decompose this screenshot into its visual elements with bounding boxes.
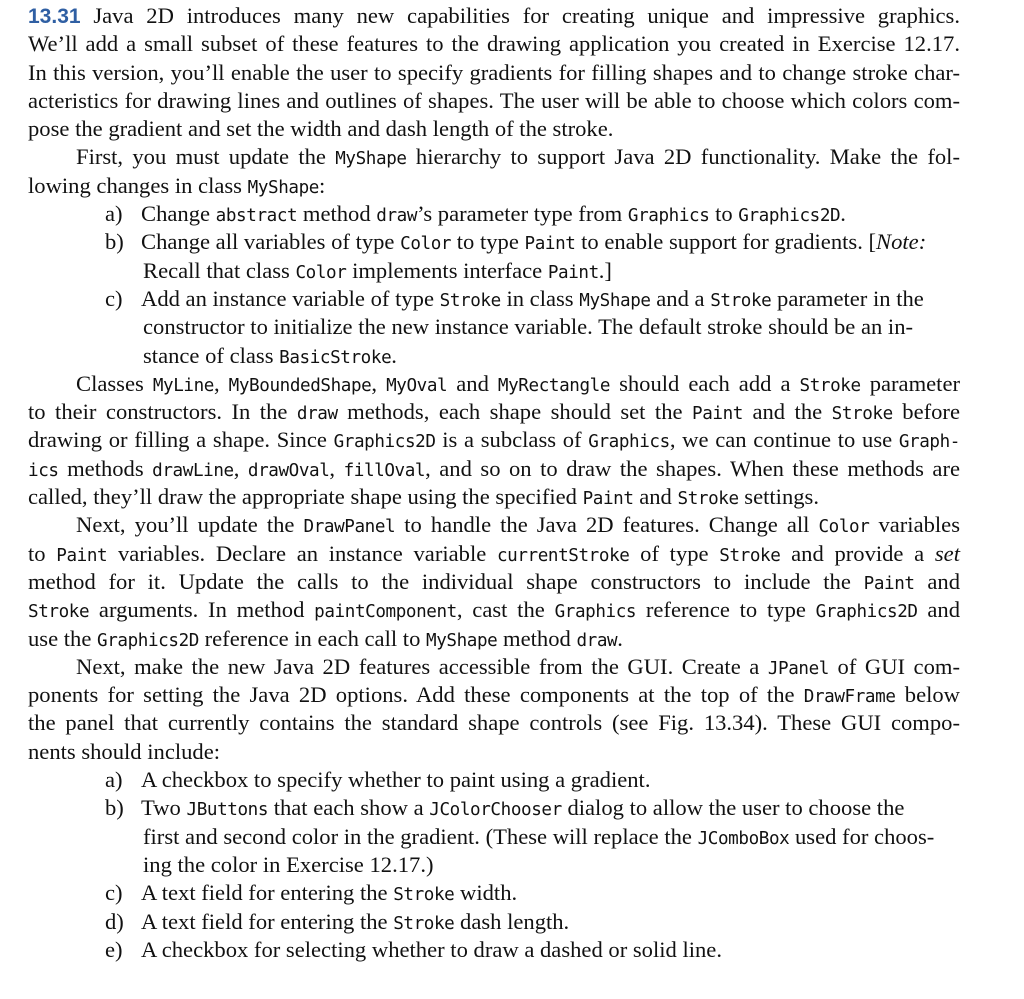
- paragraph-line: called, they’ll draw the appropriate shape using the specified Paint and Stroke settings.: [28, 484, 819, 510]
- list-item-continuation: ing the color in Exercise 12.17.): [143, 851, 434, 877]
- paragraph-line: method for it. Update the calls to the individual shape constructors to include the Paint and: [28, 568, 960, 594]
- exercise-intro-line: We’ll add a small subset of these features to the drawing application you created in Exercise 12.17.: [28, 31, 960, 57]
- list-item: d) A text field for entering the Stroke dash length.: [105, 908, 570, 934]
- paragraph-line: Next, you’ll update the DrawPanel to handle the Java 2D features. Change all Color variables: [76, 512, 960, 538]
- list-item-continuation: Recall that class Color implements interface Paint.]: [143, 257, 612, 283]
- paragraph-line: the panel that currently contains the standard shape controls (see Fig. 13.34). These GUI compo-: [28, 710, 960, 736]
- paragraph-line: to Paint variables. Declare an instance variable currentStroke of type Stroke and provide a set: [28, 540, 960, 566]
- paragraph-line: ponents for setting the Java 2D options. Add these components at the top of the DrawFrame below: [28, 682, 960, 708]
- list-item: b) Change all variables of type Color to type Paint to enable support for gradients. [Note:: [105, 229, 927, 255]
- exercise-intro-line: 13.31 Java 2D introduces many new capabilities for creating unique and impressive graphics.: [28, 3, 960, 28]
- exercise-document: [28, 2, 960, 964]
- list-item: e) A checkbox for selecting whether to draw a dashed or solid line.: [105, 936, 722, 962]
- exercise-intro-line: In this version, you’ll enable the user to specify gradients for filling shapes and to change stroke char-: [28, 59, 960, 85]
- paragraph-line: Classes MyLine, MyBoundedShape, MyOval and MyRectangle should each add a Stroke parameter: [76, 370, 961, 396]
- exercise-intro-line: acteristics for drawing lines and outlines of shapes. The user will be able to choose which colors com-: [28, 87, 960, 113]
- paragraph-line: to their constructors. In the draw methods, each shape should set the Paint and the Stroke before: [28, 399, 960, 425]
- paragraph-line: Next, make the new Java 2D features accessible from the GUI. Create a JPanel of GUI com-: [76, 653, 960, 679]
- paragraph-line: First, you must update the MyShape hierarchy to support Java 2D functionality. Make the fol-: [76, 144, 960, 170]
- paragraph-line: ics methods drawLine, drawOval, fillOval, and so on to draw the shapes. When these methods are: [28, 455, 960, 481]
- list-item: c) Add an instance variable of type Stroke in class MyShape and a Stroke parameter in the: [105, 285, 924, 311]
- list-item-continuation: stance of class BasicStroke.: [143, 342, 397, 368]
- list-item: b) Two JButtons that each show a JColorChooser dialog to allow the user to choose the: [105, 795, 905, 821]
- exercise-intro-line: pose the gradient and set the width and dash length of the stroke.: [28, 116, 614, 142]
- paragraph-line: drawing or filling a shape. Since Graphics2D is a subclass of Graphics, we can continue to use Graph-: [28, 427, 960, 453]
- paragraph-line: lowing changes in class MyShape:: [28, 172, 326, 198]
- list-item: a) A checkbox to specify whether to paint using a gradient.: [105, 767, 651, 793]
- paragraph-line: use the Graphics2D reference in each call to MyShape method draw.: [28, 625, 623, 651]
- list-item-continuation: constructor to initialize the new instance variable. The default stroke should be an in-: [143, 314, 914, 340]
- list-item: a) Change abstract method draw’s parameter type from Graphics to Graphics2D.: [105, 201, 846, 227]
- paragraph-line: nents should include:: [28, 738, 221, 764]
- list-item-continuation: first and second color in the gradient. (These will replace the JComboBox used for choos-: [143, 823, 935, 849]
- paragraph-line: Stroke arguments. In method paintComponent, cast the Graphics reference to type Graphics2D and: [28, 597, 960, 623]
- exercise-number: 13.31: [28, 5, 81, 28]
- list-item: c) A text field for entering the Stroke width.: [105, 880, 518, 906]
